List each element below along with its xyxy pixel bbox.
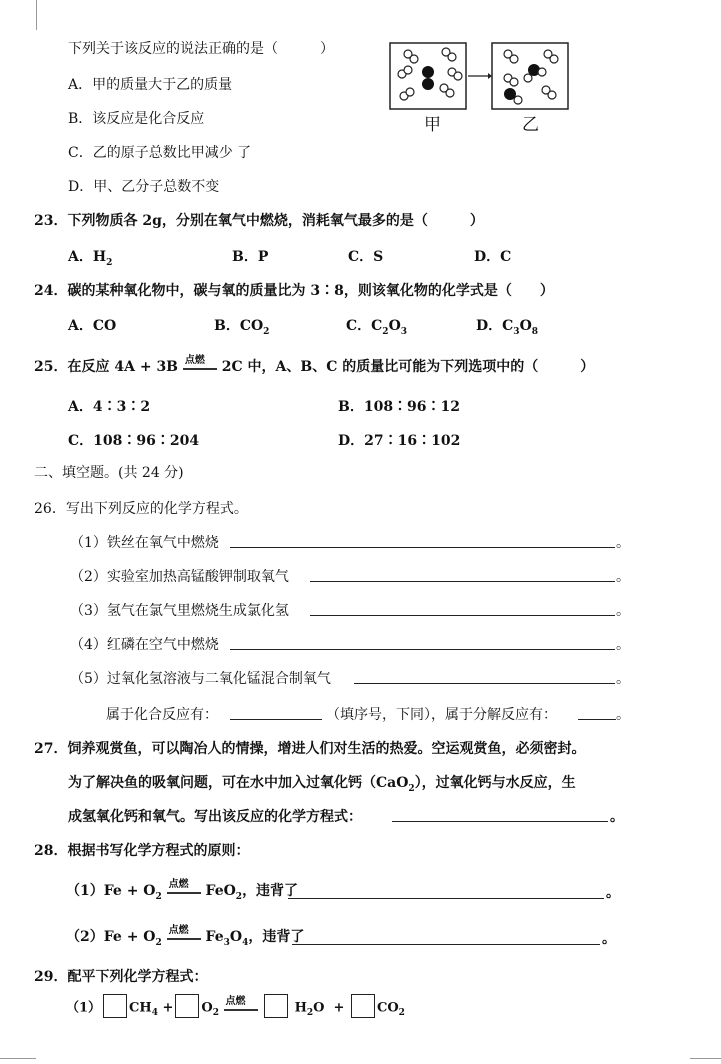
- reaction-condition-ignite: 点燃: [183, 358, 217, 376]
- q24-stem: 24．碳的某种氧化物中，碳与氧的质量比为 3∶8，则该氧化物的化学式是（ ）: [34, 283, 554, 299]
- q26-period-5: 。: [616, 671, 630, 687]
- q27-line-1: 27．饲养观赏鱼，可以陶冶人的情操，增进人们对生活的热爱。空运观赏鱼，必须密封。: [34, 741, 586, 757]
- q26-item-4: （4）红磷在空气中燃烧: [70, 637, 219, 653]
- corner-mark-bottom-left: [0, 1058, 36, 1059]
- q23-option-c: C．S: [348, 249, 384, 265]
- answer-blank-26-3[interactable]: [310, 601, 615, 616]
- q24-option-d: D．$C_3O_8$: [476, 318, 539, 337]
- q25-option-a: A．4∶3∶2: [68, 399, 151, 415]
- q26-period-4: 。: [616, 637, 630, 653]
- q24-option-b: B．$CO_2$: [214, 318, 270, 337]
- answer-blank-decomposition[interactable]: [578, 705, 616, 720]
- diagram-label-yi: 乙: [522, 115, 539, 135]
- answer-blank-26-5[interactable]: [354, 669, 615, 684]
- q26-period-2: 。: [616, 569, 630, 585]
- coefficient-box-h2o[interactable]: [264, 994, 288, 1018]
- q26-period-3: 。: [616, 603, 630, 619]
- q22-option-c: C．乙的原子总数比甲减少 了: [68, 145, 252, 161]
- answer-blank-28-2[interactable]: [292, 930, 600, 945]
- coefficient-box-co2[interactable]: [351, 994, 375, 1018]
- q26-item-1: （1）铁丝在氧气中燃烧: [70, 535, 219, 551]
- q26-classify-period: 。: [616, 707, 630, 723]
- q26-stem: 26．写出下列反应的化学方程式。: [34, 501, 248, 517]
- q28-stem: 28．根据书写化学方程式的原则：: [34, 843, 250, 859]
- q22-stem: 下列关于该反应的说法正确的是（ ）: [68, 41, 334, 57]
- q26-classify-label-1: 属于化合反应有：: [106, 707, 218, 723]
- coefficient-box-ch4[interactable]: [103, 994, 127, 1018]
- q26-item-2: （2）实验室加热高锰酸钾制取氧气: [70, 569, 289, 585]
- q25-option-d: D．27∶16∶102: [338, 433, 461, 449]
- q28-item-2: $(2)Fe + O_2$ 点燃 $Fe_3O_4$，违背了: [66, 925, 305, 948]
- reaction-molecule-diagram: [388, 42, 572, 130]
- q26-item-5: （5）过氧化氢溶液与二氧化锰混合制氧气: [70, 671, 331, 687]
- q23-option-d: D．C: [474, 249, 512, 265]
- q24-option-c: C．$C_2O_3$: [346, 318, 408, 337]
- coefficient-box-o2[interactable]: [175, 994, 199, 1018]
- q24-option-a: A．CO: [68, 318, 117, 334]
- q28-period-2: 。: [602, 931, 616, 947]
- reaction-condition-ignite: 点燃: [224, 999, 258, 1017]
- q27-period: 。: [610, 809, 624, 825]
- answer-blank-26-4[interactable]: [230, 635, 615, 650]
- q27-line-3: 成氢氧化钙和氧气。写出该反应的化学方程式：: [68, 809, 362, 825]
- answer-blank-combination[interactable]: [230, 705, 322, 720]
- q22-option-b: B．该反应是化合反应: [68, 111, 205, 127]
- q29-equation-1: （1） $CH_4 + O_2$ 点燃 $H_2O + CO_2$: [66, 995, 405, 1018]
- q22-option-d: D．甲、乙分子总数不变: [68, 179, 220, 195]
- q29-stem: 29．配平下列化学方程式：: [34, 969, 208, 985]
- answer-blank-26-2[interactable]: [310, 567, 615, 582]
- reaction-condition-ignite: 点燃: [167, 928, 201, 946]
- q27-line-2: 为了解决鱼的吸氧问题，可在水中加入过氧化钙（CaO$_2$），过氧化钙与水反应，生: [68, 775, 576, 794]
- q23-option-b: B．P: [232, 249, 269, 265]
- q28-period-1: 。: [606, 885, 620, 901]
- answer-blank-27[interactable]: [392, 807, 608, 822]
- corner-mark-top-left: [36, 0, 37, 30]
- q26-classify-label-2: （填序号，下同），属于分解反应有：: [326, 707, 557, 723]
- q25-stem: 25．在反应 4A + 3B 点燃 2C 中，A、B、C 的质量比可能为下列选项中的（ ）: [34, 355, 595, 375]
- q23-stem: 23．下列物质各 2g，分别在氧气中燃烧，消耗氧气最多的是（ ）: [34, 213, 484, 229]
- q26-item-3: （3）氢气在氯气里燃烧生成氯化氢: [70, 603, 289, 619]
- q26-period-1: 。: [616, 535, 630, 551]
- q25-option-b: B．108∶96∶12: [338, 399, 461, 415]
- diagram-label-jia: 甲: [424, 115, 441, 135]
- answer-blank-28-1[interactable]: [288, 884, 604, 899]
- reaction-condition-ignite: 点燃: [167, 882, 201, 900]
- q23-option-a: A．$H_2$: [68, 249, 113, 268]
- corner-mark-bottom-right: [690, 1058, 721, 1059]
- answer-blank-26-1[interactable]: [230, 533, 615, 548]
- q22-option-a: A．甲的质量大于乙的质量: [68, 77, 233, 93]
- q25-option-c: C．108∶96∶204: [68, 433, 200, 449]
- q28-item-1: $(1)Fe + O_2$ 点燃 FeO$_2$，违背了: [66, 879, 299, 902]
- section-heading: 二、填空题。(共 24 分): [34, 465, 184, 481]
